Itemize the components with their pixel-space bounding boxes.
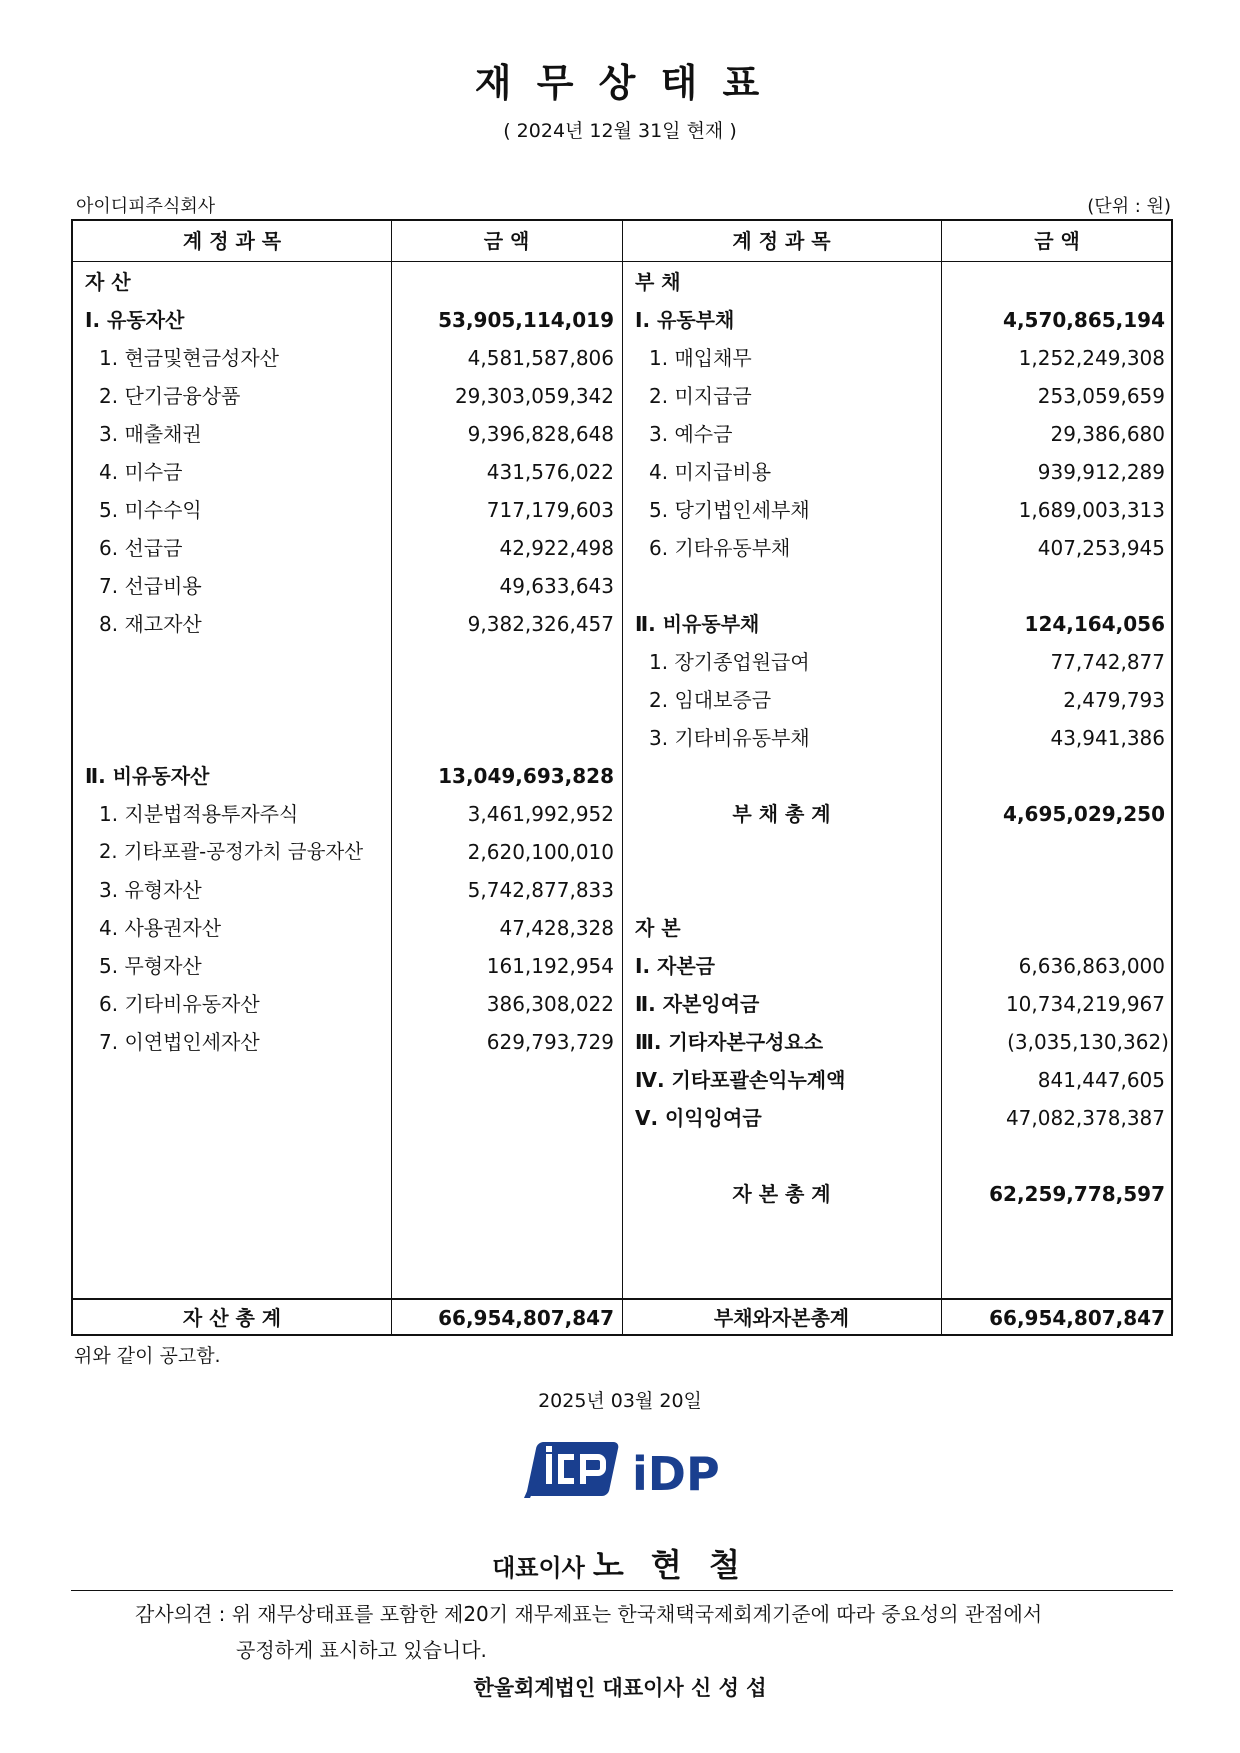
liability-item-label: 5. 당기법인세부채 xyxy=(649,498,810,522)
asset-item-amount: 431,576,022 xyxy=(486,460,614,484)
asset-item-amount: 42,922,498 xyxy=(499,536,614,560)
liability-item-label: 6. 기타유동부채 xyxy=(649,536,791,560)
notice-text: 위와 같이 공고함. xyxy=(74,1345,221,1367)
liability-item-label: 2. 임대보증금 xyxy=(649,688,772,712)
asset-item-amount: 629,793,729 xyxy=(486,1030,614,1054)
noncurrent-assets-label: Ⅱ. 비유동자산 xyxy=(85,764,210,788)
equity-item-label: Ⅱ. 자본잉여금 xyxy=(635,992,760,1016)
unit-label: (단위 : 원) xyxy=(1087,196,1171,217)
liabilities-total-label: 부 채 총 계 xyxy=(732,802,831,826)
assets-heading: 자 산 xyxy=(85,270,131,294)
liabilities-total: 4,695,029,250 xyxy=(1003,802,1165,826)
asset-item-label: 4. 미수금 xyxy=(99,460,183,484)
asset-item-amount: 3,461,992,952 xyxy=(467,802,614,826)
company-name: 아이디피주식회사 xyxy=(76,196,216,217)
asset-item-amount: 9,382,326,457 xyxy=(467,612,614,636)
asset-item-amount: 5,742,877,833 xyxy=(467,878,614,902)
liability-item-amount: 43,941,386 xyxy=(1050,726,1165,750)
liability-item-amount: 1,252,249,308 xyxy=(1018,346,1165,370)
equity-item-label: Ⅲ. 기타자본구성요소 xyxy=(635,1030,824,1054)
equity-item-amount: 6,636,863,000 xyxy=(1018,954,1165,978)
auditor-name: 한울회계법인 대표이사 신 성 섭 xyxy=(473,1676,767,1700)
asset-item-amount: 717,179,603 xyxy=(486,498,614,522)
liab-equity-total-label: 부채와자본총계 xyxy=(713,1306,850,1330)
asset-item-label: 3. 매출채권 xyxy=(99,422,202,446)
asset-item-label: 5. 무형자산 xyxy=(99,954,202,978)
liability-item-label: 1. 장기종업원급여 xyxy=(649,650,810,674)
asset-item-amount: 47,428,328 xyxy=(499,916,614,940)
asset-item-label: 7. 이연법인세자산 xyxy=(99,1030,260,1054)
liability-item-label: 2. 미지급금 xyxy=(649,384,752,408)
header-right-account: 계 정 과 목 xyxy=(732,229,831,253)
ceo-signature xyxy=(0,1540,1240,1586)
asset-item-label: 6. 선급금 xyxy=(99,536,183,560)
asset-item-amount: 161,192,954 xyxy=(486,954,614,978)
audit-opinion-line1: 감사의견 : 위 재무상태표를 포함한 제20기 재무제표는 한국채택국제회계기준에 따라 중요성의 관점에서 xyxy=(135,1602,1043,1626)
column-divider xyxy=(941,221,942,1334)
current-liabilities-label: Ⅰ. 유동부채 xyxy=(635,308,735,332)
idp-logo-icon xyxy=(518,1430,728,1510)
liability-item-label: 1. 매입채무 xyxy=(649,346,752,370)
equity-heading: 자 본 xyxy=(635,916,681,940)
asset-item-label: 4. 사용권자산 xyxy=(99,916,222,940)
equity-item-amount: 47,082,378,387 xyxy=(1005,1106,1165,1130)
header-divider xyxy=(73,261,1171,262)
header-right-amount: 금 액 xyxy=(1034,229,1080,253)
current-liabilities-total: 4,570,865,194 xyxy=(1003,308,1165,332)
liability-item-label: 3. 기타비유동부채 xyxy=(649,726,810,750)
liability-item-label: 4. 미지급비용 xyxy=(649,460,772,484)
liability-item-label: 3. 예수금 xyxy=(649,422,733,446)
company-logo xyxy=(518,1430,728,1510)
equity-item-label: Ⅴ. 이익잉여금 xyxy=(635,1106,762,1130)
current-assets-total: 53,905,114,019 xyxy=(438,308,614,332)
column-divider xyxy=(391,221,392,1334)
asset-item-label: 3. 유형자산 xyxy=(99,878,202,902)
asset-item-label: 2. 단기금융상품 xyxy=(99,384,241,408)
liability-item-amount: 253,059,659 xyxy=(1037,384,1165,408)
announcement-date: 2025년 03월 20일 xyxy=(538,1390,702,1412)
noncurrent-liabilities-total: 124,164,056 xyxy=(1024,612,1165,636)
asset-item-label: 1. 지분법적용투자주식 xyxy=(99,802,299,826)
equity-total-label: 자 본 총 계 xyxy=(732,1182,831,1206)
equity-total: 62,259,778,597 xyxy=(989,1182,1165,1206)
asset-item-amount: 386,308,022 xyxy=(486,992,614,1016)
equity-item-label: Ⅳ. 기타포괄손익누계액 xyxy=(635,1068,846,1092)
liability-item-amount: 407,253,945 xyxy=(1037,536,1165,560)
report-date: ( 2024년 12월 31일 현재 ) xyxy=(503,120,737,142)
liabilities-heading: 부 채 xyxy=(635,270,681,294)
asset-item-label: 7. 선급비용 xyxy=(99,574,202,598)
asset-item-label: 2. 기타포괄-공정가치 금융자산 xyxy=(99,840,364,863)
logo-text: iDP xyxy=(632,1447,720,1501)
asset-item-label: 1. 현금및현금성자산 xyxy=(99,346,279,370)
asset-item-amount: 9,396,828,648 xyxy=(467,422,614,446)
liability-item-amount: 1,689,003,313 xyxy=(1018,498,1165,522)
column-divider xyxy=(622,221,623,1334)
liability-item-amount: 29,386,680 xyxy=(1050,422,1165,446)
audit-opinion-line2: 공정하게 표시하고 있습니다. xyxy=(236,1638,487,1662)
divider xyxy=(71,1590,1173,1591)
asset-item-amount: 29,303,059,342 xyxy=(454,384,614,408)
current-assets-label: Ⅰ. 유동자산 xyxy=(85,308,185,332)
assets-total: 66,954,807,847 xyxy=(438,1306,614,1330)
liability-item-amount: 939,912,289 xyxy=(1037,460,1165,484)
ceo-title: 대표이사 xyxy=(492,1554,585,1582)
asset-item-amount: 2,620,100,010 xyxy=(467,840,614,864)
asset-item-label: 5. 미수수익 xyxy=(99,498,202,522)
noncurrent-liabilities-label: Ⅱ. 비유동부채 xyxy=(635,612,760,636)
asset-item-label: 8. 재고자산 xyxy=(99,612,202,636)
equity-item-label: Ⅰ. 자본금 xyxy=(635,954,715,978)
noncurrent-assets-total: 13,049,693,828 xyxy=(438,764,614,788)
liability-item-amount: 2,479,793 xyxy=(1063,688,1165,712)
page-title: 재 무 상 태 표 xyxy=(474,61,766,105)
header-left-amount: 금 액 xyxy=(483,229,530,253)
equity-item-amount: 841,447,605 xyxy=(1037,1068,1165,1092)
liab-equity-total: 66,954,807,847 xyxy=(989,1306,1165,1330)
ceo-name: 노 현 철 xyxy=(592,1546,748,1584)
balance-sheet-table xyxy=(71,219,1173,1336)
asset-item-label: 6. 기타비유동자산 xyxy=(99,992,260,1016)
assets-total-label: 자 산 총 계 xyxy=(182,1306,282,1330)
equity-item-amount: 10,734,219,967 xyxy=(1005,992,1165,1016)
asset-item-amount: 49,633,643 xyxy=(499,574,614,598)
asset-item-amount: 4,581,587,806 xyxy=(467,346,614,370)
header-left-account: 계 정 과 목 xyxy=(182,229,282,253)
equity-item-amount: (3,035,130,362) xyxy=(1007,1030,1169,1054)
liability-item-amount: 77,742,877 xyxy=(1050,650,1165,674)
